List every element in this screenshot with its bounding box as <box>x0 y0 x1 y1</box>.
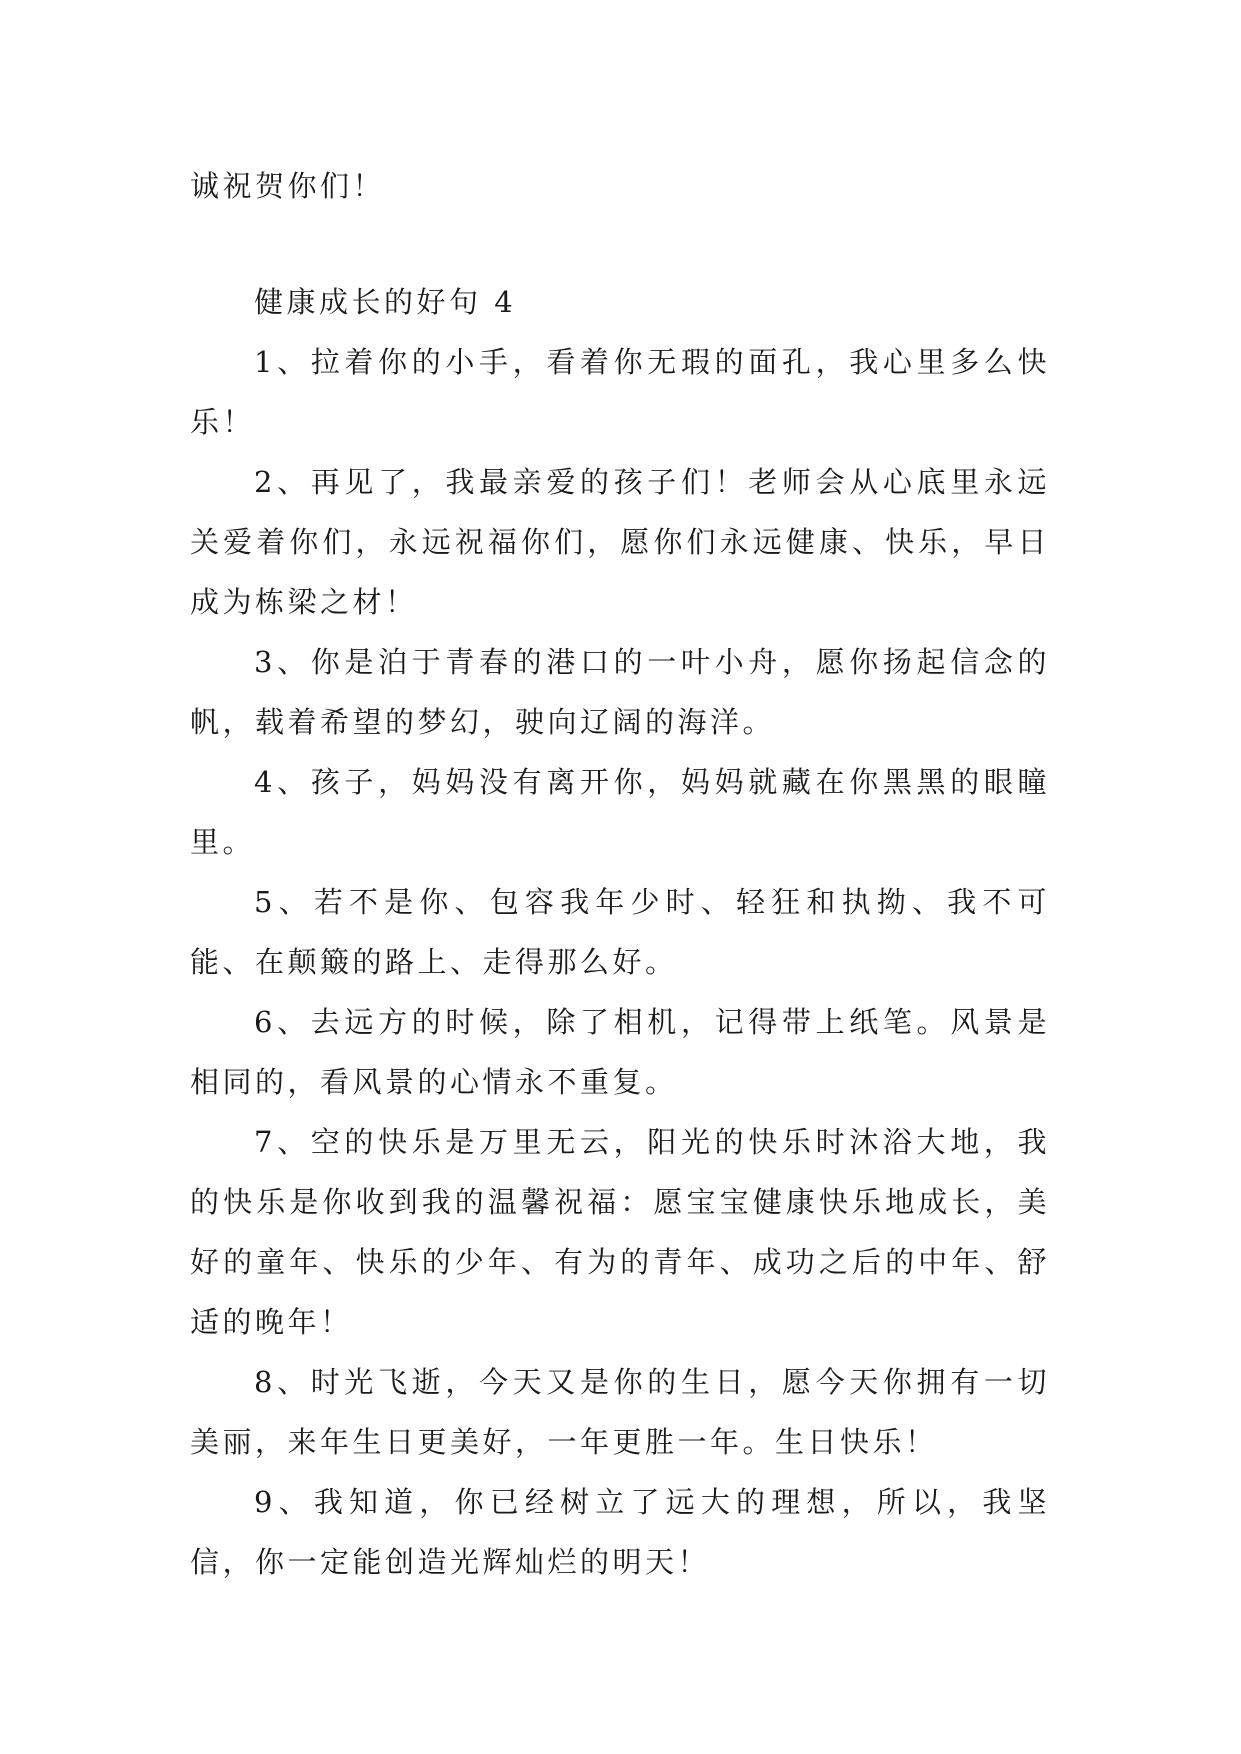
list-item: 3、你是泊于青春的港口的一叶小舟，愿你扬起信念的帆，载着希望的梦幻，驶向辽阔的海洋。 <box>190 645 1050 739</box>
list-item: 5、若不是你、包容我年少时、轻狂和执拗、我不可能、在颠簸的路上、走得那么好。 <box>190 885 1050 979</box>
item-list <box>190 332 1050 1592</box>
list-item: 1、拉着你的小手，看着你无瑕的面孔，我心里多么快乐！ <box>190 345 1050 439</box>
list-item: 4、孩子，妈妈没有离开你，妈妈就藏在你黑黑的眼瞳里。 <box>190 765 1050 859</box>
list-item: 2、再见了，我最亲爱的孩子们！老师会从心底里永远关爱着你们，永远祝福你们，愿你们永远健康、快乐，早日成为栋梁之材！ <box>190 465 1050 619</box>
list-item: 7、空的快乐是万里无云，阳光的快乐时沐浴大地，我的快乐是你收到我的温馨祝福：愿宝宝健康快乐地成长，美好的童年、快乐的少年、有为的青年、成功之后的中年、舒适的晚年！ <box>190 1125 1050 1339</box>
list-item: 9、我知道，你已经树立了远大的理想，所以，我坚信，你一定能创造光辉灿烂的明天！ <box>190 1485 1050 1579</box>
list-item: 6、去远方的时候，除了相机，记得带上纸笔。风景是相同的，看风景的心情永不重复。 <box>190 1005 1050 1099</box>
section-title: 健康成长的好句 4 <box>254 285 517 319</box>
list-item: 8、时光飞逝，今天又是你的生日，愿今天你拥有一切美丽，来年生日更美好，一年更胜一年。生日快乐！ <box>190 1365 1050 1459</box>
lead-line: 诚祝贺你们！ <box>190 169 386 203</box>
